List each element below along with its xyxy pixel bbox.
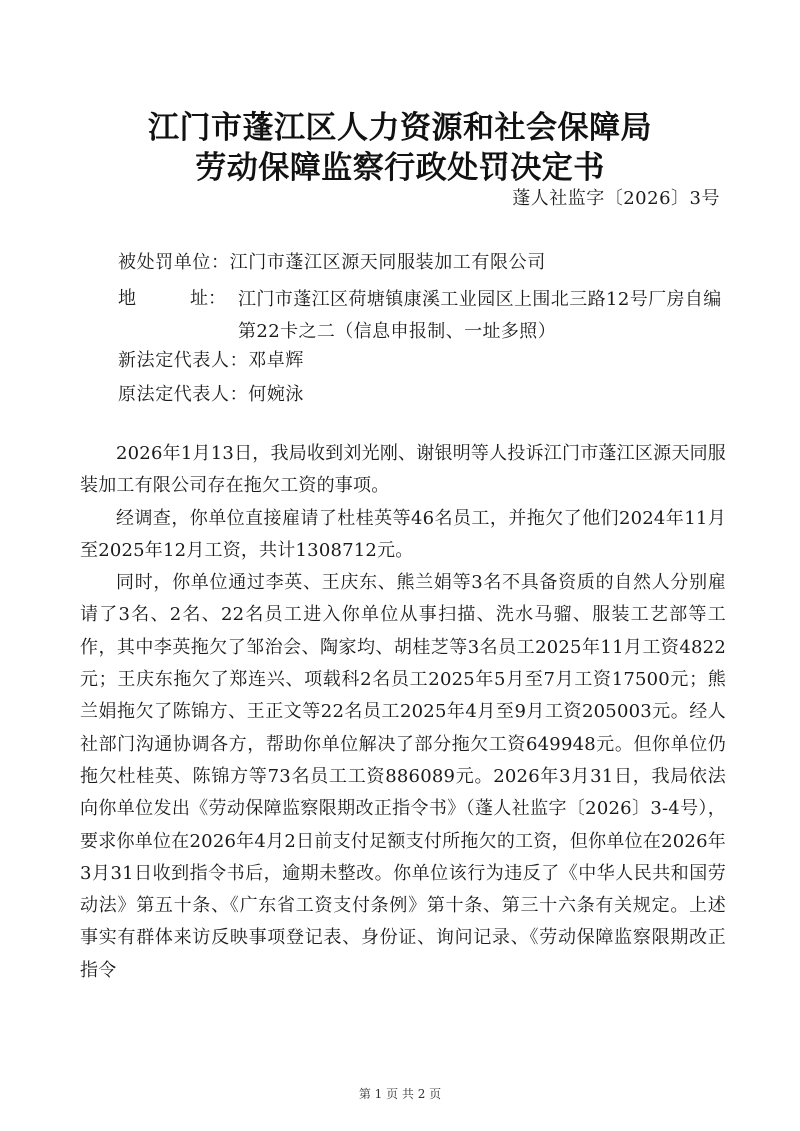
former-legal-rep-label: 原法定代表人： [118, 384, 249, 405]
address-label-part2: 址： [190, 288, 226, 309]
document-body [80, 438, 726, 987]
penalized-unit-value: 江门市蓬江区源天同服装加工有限公司 [229, 252, 546, 273]
address-label [118, 284, 226, 310]
document-title: 劳动保障监察行政处罚决定书 [195, 150, 605, 186]
paragraph-details: 同时，你单位通过李英、王庆东、熊兰娟等3名不具备资质的自然人分别雇请了3名、2名、22名员工进入你单位从事扫描、洗水马骝、服装工艺部等工作，其中李英拖欠了邹治会、陶家均、胡桂芝等3名员工2025年11月工资4822元；王庆东拖欠了郑连兴、项载科2名员工2025年5月至7月工资17500元；熊兰娟拖欠了陈锦方、王正文等22名员工2025年4月至9月工资205003元。经人社部门沟通协调各方，帮助你单位解决了部分拖欠工资649948元。但你单位仍拖欠杜桂英、陈锦方等73名员工工资886089元。2026年3月31日，我局依法向你单位发出《劳动保障监察限期改正指令书》（蓬人社监字〔2026〕3-4号），要求你单位在2026年4月2日前支付足额支付所拖欠的工资，但你单位在2026年3月31日收到指令书后，逾期未整改。你单位该行为违反了《中华人民共和国劳动法》第五十条、《广东省工资支付条例》第十条、第三十六条有关规定。上述事实有群体来访反映事项登记表、身份证、询问记录、《劳动保障监察限期改正指令 [80, 572, 726, 981]
address-value: 江门市蓬江区荷塘镇康溪工业园区上围北三路12号厂房自编第22卡之二（信息申报制、一址多照） [238, 289, 722, 342]
paragraph-investigation: 经调查，你单位直接雇请了杜桂英等46名员工，并拖欠了他们2024年11月至2025年12月工资，共计1308712元。 [80, 507, 726, 561]
former-legal-rep-value: 何婉泳 [248, 384, 305, 405]
document-number: 蓬人社监字〔2026〕3号 [512, 188, 720, 209]
new-legal-rep-value: 邓卓辉 [248, 350, 305, 371]
penalized-unit-label: 被处罚单位： [118, 252, 230, 273]
penalized-unit-row [118, 248, 546, 274]
document-title-agency: 江门市蓬江区人力资源和社会保障局 [148, 110, 652, 146]
new-legal-rep-label: 新法定代表人： [118, 350, 249, 371]
former-legal-rep-row [118, 380, 304, 406]
paragraph-complaint: 2026年1月13日，我局收到刘光刚、谢银明等人投诉江门市蓬江区源天同服装加工有限公司存在拖欠工资的事项。 [80, 443, 726, 497]
page-footer: 第 1 页 共 2 页 [358, 1087, 442, 1101]
new-legal-rep-row [118, 346, 304, 372]
address-label-part1: 地 [118, 288, 136, 309]
